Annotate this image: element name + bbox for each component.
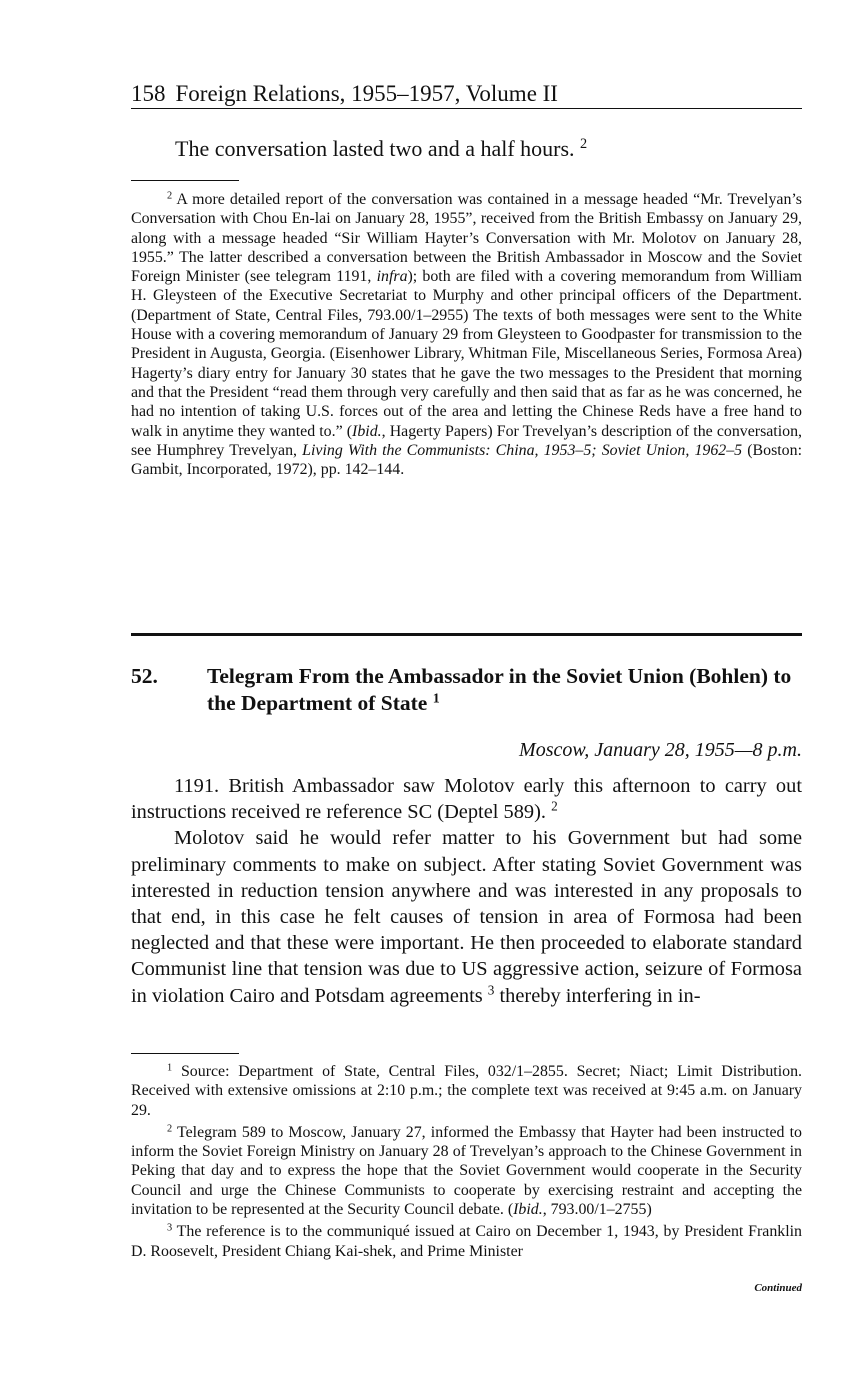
footnote-ref: 2 <box>551 798 558 814</box>
footnote-ref: 1 <box>432 691 440 707</box>
footnote-rule <box>131 180 239 181</box>
document-title: Telegram From the Ambassador in the Soviet Union (Bohlen) to the Department of State $^1$ <box>207 664 792 715</box>
book-title: Living With the Communists: China, 1953–5; Soviet Union, 1962–5 <box>302 441 743 459</box>
running-header <box>131 80 802 109</box>
footnote-3: $^3$ The reference is to the communiqué issued at Cairo on December 1, 1943, by President Franklin D. Roosevelt, President Chiang Kai-shek, and Prime Minister <box>131 1222 802 1260</box>
previous-footnote: $^2$ A more detailed report of the conversation was contained in a message headed “Mr. Trevelyan’s Conversation with Chou En-lai on January 28, 1955”, received from the British Embassy on January 29, along with a message headed “Sir William Hayter’s Conversation with Mr. Molotov on January 28, 1955.” The latter described a conversation between the British Ambassador in Moscow and the Soviet Foreign Minister (see telegram 1191, infra); both are filed with a covering memorandum from William H. Gleysteen of the Executive Secretariat to Murphy and other principal officers of the Department. (Department of State, Central Files, 793.00/1–2955) The texts of both messages were sent to the White House with a covering memorandum of January 29 from Gleysteen to Goodpaster for transmission to the President in Augusta, Georgia. (Eisenhower Library, Whitman File, Miscellaneous Series, Formosa Area) Hagerty’s diary entry for January 30 states that he gave the two messages to the President that morning and that the President “read them through very carefully and then said that as far as he was concerned, he had no intention of taking U.S. forces out of the area and letting the Chinese Reds have a free hand to walk in anytime they wanted to.” (Ibid., Hagerty Papers) For Trevelyan’s description of the conversation, see Humphrey Trevelyan, Living With the Communists: China, 1953–5; Soviet Union, 1962–5 (Boston: Gambit, Incorporated, 1972), pp. 142–144. <box>131 190 802 479</box>
carryover-line <box>175 134 587 164</box>
carryover-text: The conversation lasted two and a half hours. <box>175 136 575 161</box>
footnote-2: $^2$ Telegram 589 to Moscow, January 27, informed the Embassy that Hayter had been instructed to inform the Soviet Foreign Ministry on January 28 of Trevelyan’s approach to the Chinese Government in Peking that day and to express the hope that the Soviet Government would cooperate in the Security Council and urge the Chinese Communists to cooperate by exercising restraint and accepting the invitation to be represented at the Security Council debate. (Ibid., 793.00/1–2755) <box>131 1123 802 1219</box>
body-paragraph: 1191. British Ambassador saw Molotov early this afternoon to carry out instructions received re reference SC (Deptel 589). $^2$ <box>131 775 802 824</box>
footnote-ref: 3 <box>487 982 495 998</box>
dateline: Moscow, January 28, 1955—8 p.m. <box>519 739 802 761</box>
document-number: 52. <box>131 664 158 688</box>
running-title: Foreign Relations, 1955–1957, Volume II <box>175 81 558 106</box>
section-divider <box>131 633 802 636</box>
footnote-1: $^1$ Source: Department of State, Central Files, 032/1–2855. Secret; Niact; Limit Distribution. Received with extensive omissions at 2:10 p.m.; the complete text was received at 9:45 a.m. on January 29. <box>131 1062 802 1119</box>
continued-label: Continued <box>754 1282 802 1294</box>
body-paragraph: Molotov said he would refer matter to his Government but had some preliminary comments to make on subject. After stating Soviet Government was interested in reduction tension anywhere and was interested in any proposals to that end, in this case he felt causes of tension in area of Formosa had been neglected and that these were important. He then proceeded to elaborate standard Communist line that tension was due to US aggressive action, seizure of Formosa in violation Cairo and Potsdam agreements $^3$ thereby interfering in in- <box>131 827 802 1007</box>
footnotes <box>131 1062 802 1261</box>
footnote-rule <box>131 1053 239 1054</box>
footnote-ref: 2 <box>580 136 588 153</box>
page-number: 158 <box>131 81 166 106</box>
footnote-marker: 2 <box>167 190 173 202</box>
document-body <box>131 773 802 1009</box>
